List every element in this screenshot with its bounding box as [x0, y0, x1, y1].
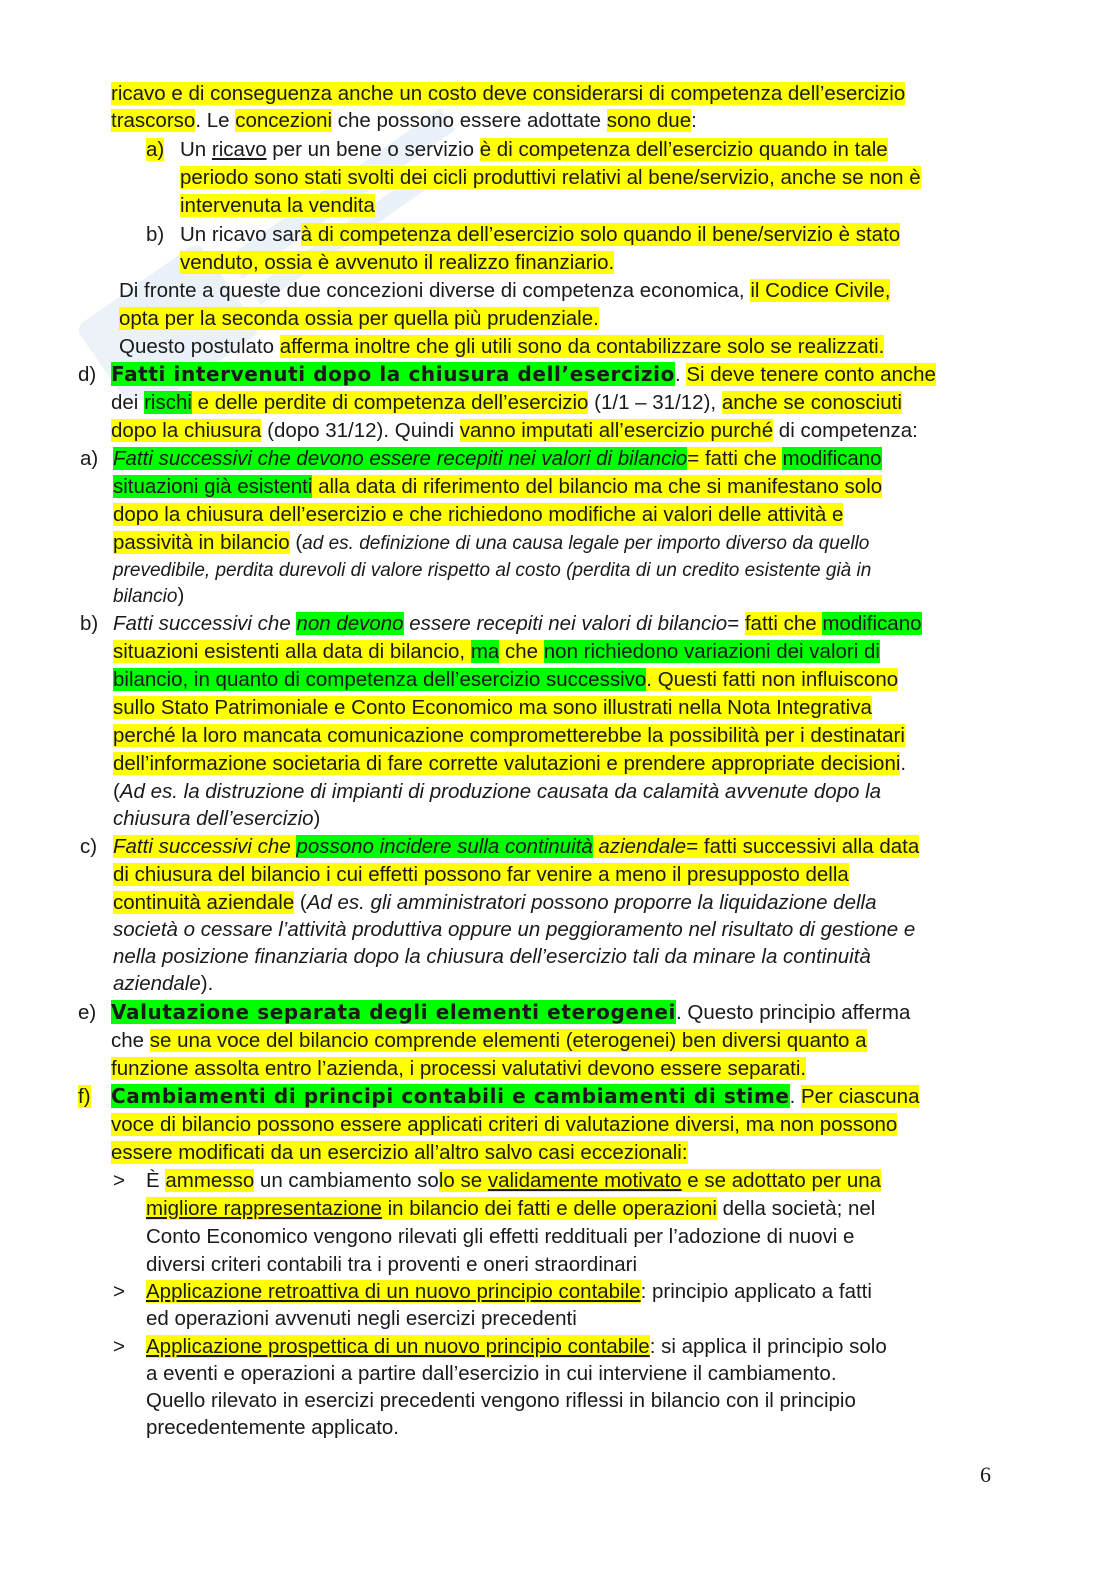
- section-heading: Fatti intervenuti dopo la chiusura dell’esercizio. Si deve tenere conto anche: [111, 362, 936, 386]
- text-line: Fatti successivi che non devono essere recepiti nei valori di bilancio= fatti che modificano: [113, 612, 922, 635]
- text-line: Conto Economico vengono rilevati gli effetti reddituali per l’adozione di nuovi e: [146, 1225, 855, 1248]
- text-line: ed operazioni avvenuti negli esercizi precedenti: [146, 1307, 577, 1330]
- text-line: Un ricavo per un bene o servizio è di competenza dell’esercizio quando in tale: [180, 138, 888, 161]
- text-line: perché la loro mancata comunicazione comprometterebbe la possibilità per i destinatari: [113, 724, 905, 747]
- text-line: funzione assolta entro l’azienda, i processi valutativi devono essere separati.: [111, 1057, 807, 1080]
- text-line: a eventi e operazioni a partire dall’esercizio in cui interviene il cambiamento.: [146, 1362, 837, 1385]
- text-line: È ammesso un cambiamento solo se validamente motivato e se adottato per una: [146, 1169, 882, 1192]
- section-heading: Cambiamenti di principi contabili e cambiamenti di stime. Per ciascuna: [111, 1084, 920, 1108]
- text-line: precedentemente applicato.: [146, 1416, 400, 1439]
- text-line: trascorso. Le concezioni che possono essere adottate sono due:: [111, 109, 697, 132]
- text-line: voce di bilancio possono essere applicati criteri di valutazione diversi, ma non possono: [111, 1113, 898, 1136]
- section-label: d): [78, 363, 97, 386]
- text-line: Fatti successivi che possono incidere sulla continuità aziendale= fatti successivi alla data: [113, 835, 920, 858]
- text-line: Un ricavo sarà di competenza dell’esercizio solo quando il bene/servizio è stato: [180, 223, 901, 246]
- text-line: Quello rilevato in esercizi precedenti vengono riflessi in bilancio con il principio: [146, 1389, 856, 1412]
- text-line: diversi criteri contabili tra i proventi e oneri straordinari: [146, 1253, 638, 1276]
- text-line: opta per la seconda ossia per quella più prudenziale.: [119, 307, 599, 330]
- text-line: migliore rappresentazione in bilancio dei fatti e delle operazioni della società; nel: [146, 1197, 876, 1220]
- section-heading: Valutazione separata degli elementi eterogenei. Questo principio afferma: [111, 1000, 911, 1024]
- text-line: continuità aziendale (Ad es. gli amministratori possono proporre la liquidazione della: [113, 891, 877, 914]
- text-line: dell’informazione societaria di fare corrette valutazioni e prendere appropriate decisioni.: [113, 752, 907, 775]
- text-line: Fatti successivi che devono essere recepiti nei valori di bilancio= fatti che modificano: [113, 447, 882, 470]
- text-line: chiusura dell’esercizio): [113, 807, 321, 830]
- list-label: c): [80, 835, 98, 858]
- text-line: Di fronte a queste due concezioni diverse di competenza economica, il Codice Civile,: [119, 279, 891, 302]
- list-label: b): [80, 612, 99, 635]
- text-line: essere modificati da un esercizio all’altro salvo casi eccezionali:: [111, 1141, 688, 1164]
- text-line: situazioni già esistenti alla data di riferimento del bilancio ma che si manifestano solo: [113, 475, 883, 498]
- text-line: situazioni esistenti alla data di bilancio, ma che non richiedono variazioni dei valori di: [113, 640, 880, 663]
- text-line: società o cessare l’attività produttiva oppure un peggioramento nel risultato di gestione e: [113, 918, 916, 941]
- list-label: a): [146, 138, 165, 161]
- text-line: che se una voce del bilancio comprende elementi (eterogenei) ben diversi quanto a: [111, 1029, 867, 1052]
- text-line: dei rischi e delle perdite di competenza dell’esercizio (1/1 – 31/12), anche se conosciuti: [111, 391, 902, 414]
- text-line: prevedibile, perdita durevoli di valore rispetto al costo (perdita di un credito esistente già in: [113, 560, 872, 581]
- text-line: passività in bilancio (ad es. definizione di una causa legale per importo diverso da quello: [113, 531, 870, 554]
- text-line: Questo postulato afferma inoltre che gli utili sono da contabilizzare solo se realizzati.: [119, 335, 885, 358]
- section-label: e): [78, 1001, 97, 1024]
- text-line: sullo Stato Patrimoniale e Conto Economico ma sono illustrati nella Nota Integrativa: [113, 696, 872, 719]
- text-line: (Ad es. la distruzione di impianti di produzione causata da calamità avvenute dopo la: [113, 780, 882, 803]
- text-line: aziendale).: [113, 972, 214, 995]
- list-label: a): [80, 447, 99, 470]
- text-line: Applicazione retroattiva di un nuovo principio contabile: principio applicato a fatti: [146, 1280, 872, 1303]
- text-line: bilancio, in quanto di competenza dell’esercizio successivo. Questi fatti non influiscono: [113, 668, 899, 691]
- text-line: dopo la chiusura dell’esercizio e che richiedono modifiche ai valori delle attività e: [113, 503, 844, 526]
- text-line: venduto, ossia è avvenuto il realizzo finanziario.: [180, 251, 615, 274]
- text-line: periodo sono stati svolti dei cicli produttivi relativi al bene/servizio, anche se non è: [180, 166, 921, 189]
- text-line: bilancio): [113, 584, 185, 607]
- bullet-marker: >: [113, 1280, 125, 1303]
- list-label: b): [146, 223, 165, 246]
- page-number: 6: [980, 1462, 991, 1487]
- text-line: ricavo e di conseguenza anche un costo deve considerarsi di competenza dell’esercizio: [111, 82, 906, 105]
- section-label: f): [78, 1085, 91, 1108]
- text-line: di chiusura del bilancio i cui effetti possono far venire a meno il presupposto della: [113, 863, 849, 886]
- bullet-marker: >: [113, 1169, 125, 1192]
- text-line: intervenuta la vendita: [180, 194, 375, 217]
- text-line: Applicazione prospettica di un nuovo principio contabile: si applica il principio solo: [146, 1335, 887, 1358]
- bullet-marker: >: [113, 1335, 125, 1358]
- text-line: dopo la chiusura (dopo 31/12). Quindi vanno imputati all’esercizio purché di competenza:: [111, 419, 918, 442]
- text-line: nella posizione finanziaria dopo la chiusura dell’esercizio tali da minare la continuità: [113, 945, 871, 968]
